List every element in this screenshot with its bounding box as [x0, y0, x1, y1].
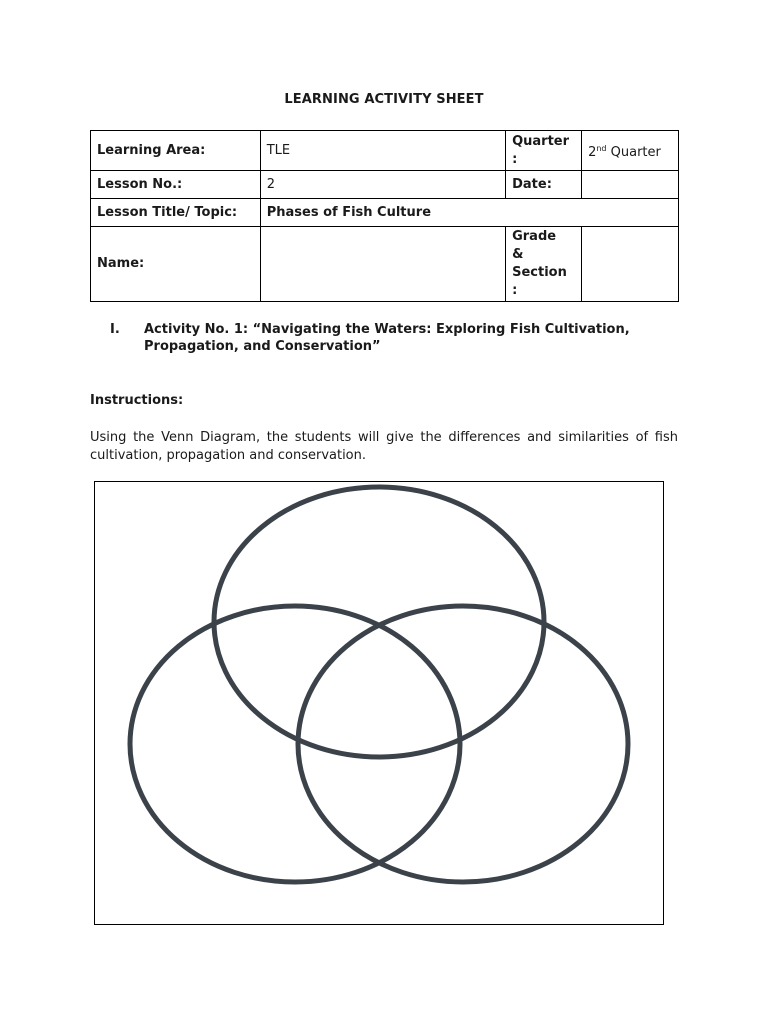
name-value[interactable] [260, 227, 505, 302]
date-value[interactable] [582, 171, 679, 199]
lesson-info-table [90, 130, 679, 302]
lesson-title-label: Lesson Title/ Topic: [91, 199, 261, 227]
activity-number: I. [110, 322, 120, 337]
quarter-word: Quarter [606, 144, 661, 160]
table-row [91, 227, 679, 302]
quarter-value [582, 131, 679, 171]
quarter-number: 2 [588, 144, 597, 160]
lesson-title-value: Phases of Fish Culture [260, 199, 678, 227]
lesson-no-value: 2 [260, 171, 505, 199]
table-row [91, 171, 679, 199]
sheet-title: LEARNING ACTIVITY SHEET [284, 92, 484, 107]
instructions-heading: Instructions: [90, 393, 184, 408]
table-row [91, 199, 679, 227]
name-label: Name: [91, 227, 261, 302]
learning-area-value: TLE [260, 131, 505, 171]
venn-circle-left [130, 606, 460, 882]
grade-section-value[interactable] [582, 227, 679, 302]
quarter-suffix: nd [596, 143, 607, 153]
lesson-no-label: Lesson No.: [91, 171, 261, 199]
venn-circle-right [298, 606, 628, 882]
date-label: Date: [506, 171, 582, 199]
grade-section-label: Grade & Section : [506, 227, 582, 302]
activity-title: Activity No. 1: “Navigating the Waters: Exploring Fish Cultivation, Propagation, and Conservation” [144, 322, 630, 354]
quarter-label: Quarter : [506, 131, 582, 171]
table-row [91, 131, 679, 171]
instructions-body: Using the Venn Diagram, the students will give the differences and similarities of fish cultivation, propagation and conservation. [90, 430, 678, 463]
venn-diagram [95, 482, 663, 924]
learning-area-label: Learning Area: [91, 131, 261, 171]
venn-diagram-box [94, 481, 664, 925]
venn-circle-top [214, 487, 544, 757]
activity-heading [110, 321, 670, 355]
